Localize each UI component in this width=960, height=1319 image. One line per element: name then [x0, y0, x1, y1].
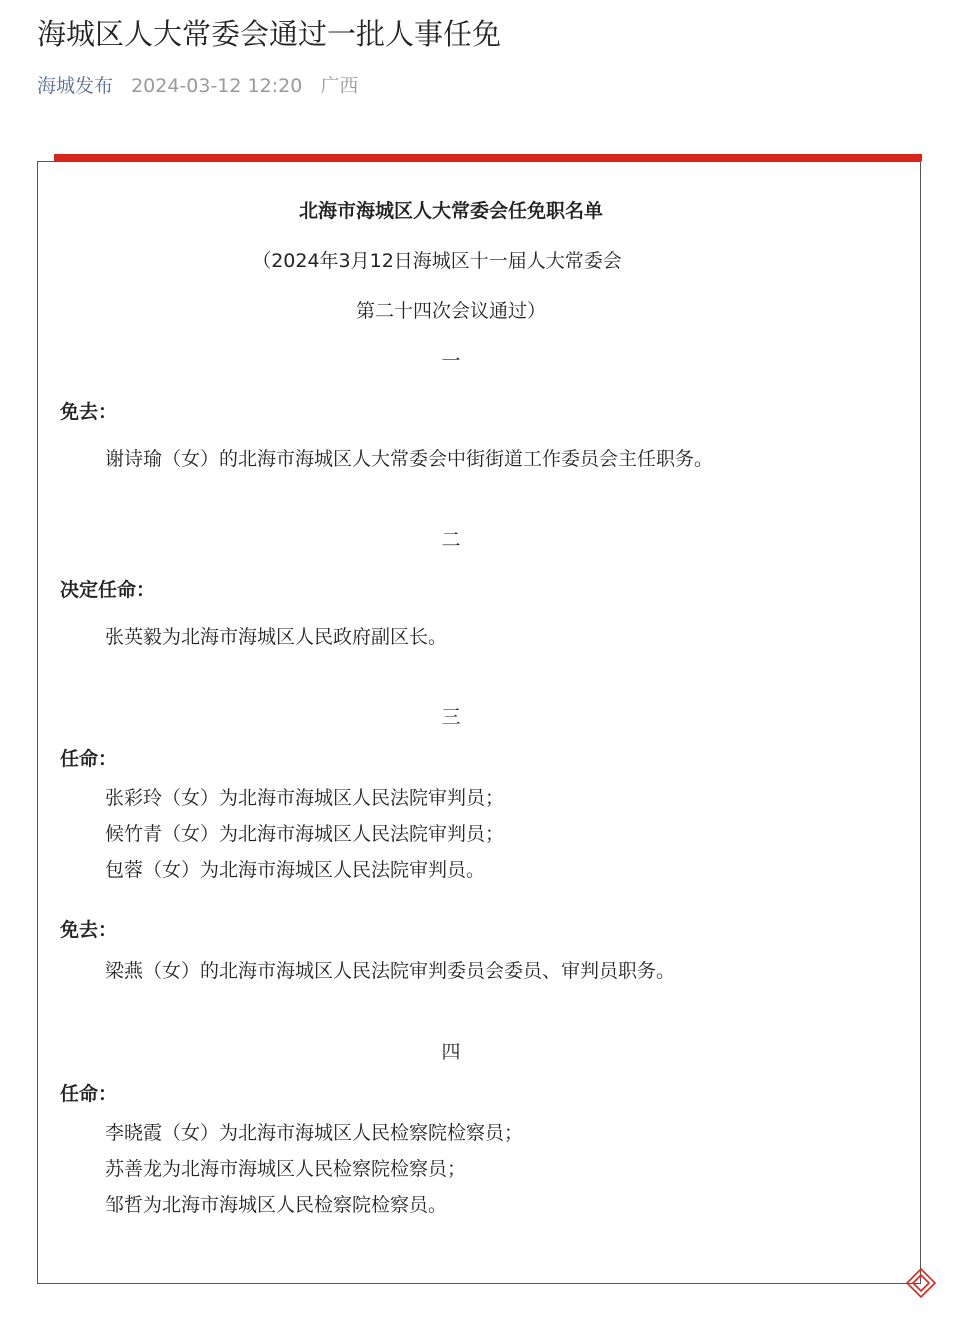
- list-item: 邹哲为北海市海城区人民检察院检察员。: [105, 1194, 448, 1216]
- list-item: 包蓉（女）为北海市海城区人民法院审判员。: [105, 859, 486, 881]
- list-item: 李晓霞（女）为北海市海城区人民检察院检察员；: [105, 1122, 524, 1144]
- section-label: 任命：: [60, 1083, 118, 1105]
- list-item: 候竹青（女）为北海市海城区人民法院审判员；: [105, 823, 505, 845]
- list-item: 梁燕（女）的北海市海城区人民法院审判委员会委员、审判员职务。: [105, 960, 676, 982]
- section-label: 任命：: [60, 748, 118, 770]
- article-title: 海城区人大常委会通过一批人事任免: [37, 17, 502, 51]
- document-heading: 北海市海城区人大常委会任免职名单: [298, 200, 603, 222]
- section-number: 三: [441, 706, 461, 728]
- document-frame: [37, 161, 921, 1284]
- section-label: 免去：: [60, 919, 118, 941]
- article-meta: [37, 72, 358, 100]
- publish-time: 2024-03-12 12:20: [131, 75, 303, 97]
- list-item: 张彩玲（女）为北海市海城区人民法院审判员；: [105, 787, 505, 809]
- source-link[interactable]: 海城发布: [37, 75, 114, 97]
- list-item: 苏善龙为北海市海城区人民检察院检察员；: [105, 1158, 467, 1180]
- document-subtitle-line1: （2024年3月12日海城区十一届人大常委会: [252, 250, 622, 272]
- section-label: 决定任命：: [60, 579, 156, 601]
- document-subtitle-line2: 第二十四次会议通过）: [355, 300, 546, 322]
- section-label: 免去：: [60, 401, 118, 423]
- header-accent-bar: [54, 154, 922, 161]
- publish-location: 广西: [320, 75, 359, 97]
- list-item: 张英毅为北海市海城区人民政府副区长。: [105, 626, 448, 648]
- section-number: 一: [441, 350, 461, 372]
- section-number: 二: [441, 529, 461, 551]
- list-item: 谢诗瑜（女）的北海市海城区人大常委会中街街道工作委员会主任职务。: [105, 448, 714, 470]
- diamond-logo-icon: [904, 1266, 938, 1300]
- section-number: 四: [441, 1041, 461, 1063]
